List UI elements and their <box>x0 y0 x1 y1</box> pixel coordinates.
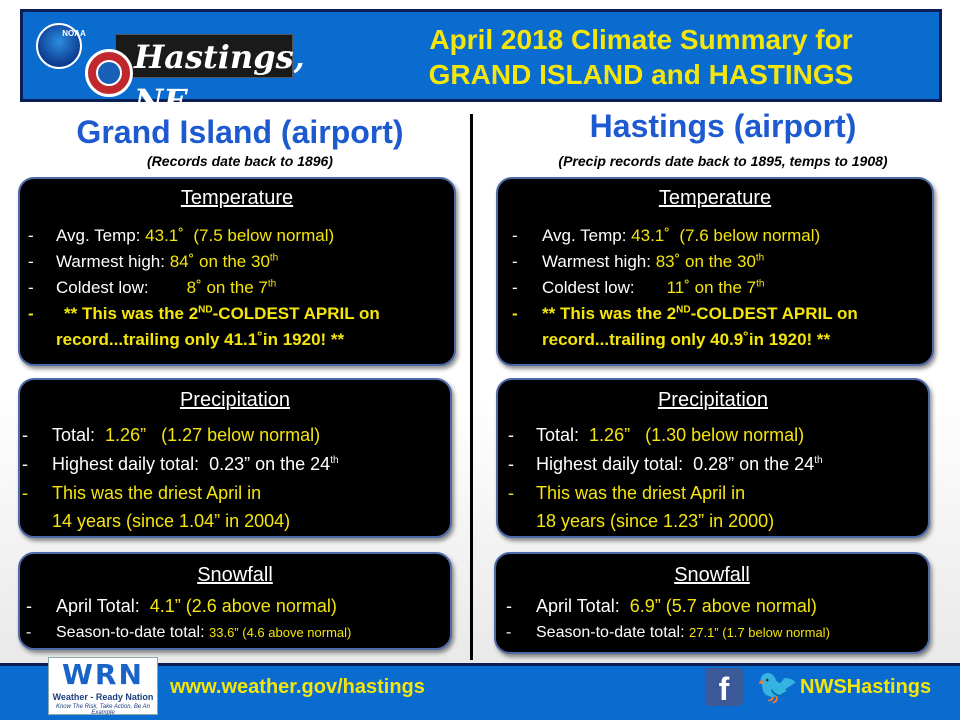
precip-note-line2: 14 years (since 1.04” in 2004) <box>52 511 291 531</box>
avg-temp-line: - Avg. Temp: 43.1˚ (7.6 below normal) <box>512 226 821 245</box>
hastings-temperature-box <box>496 177 934 366</box>
precip-note-line2: 18 years (since 1.23” in 2000) <box>536 511 775 531</box>
record-note-line2: record...trailing only 41.1˚in 1920! ** <box>56 330 345 349</box>
wrn-logo-tagline: Know The Risk, Take Action, Be An Example <box>55 704 151 716</box>
precip-note-line1: - This was the driest April in <box>508 483 746 503</box>
warmest-high-line: - Warmest high: 84˚ on the 30th <box>28 252 279 271</box>
noaa-logo-label: NOAA <box>62 29 86 38</box>
snow-season-line: - Season-to-date total: 33.6” (4.6 above normal) <box>26 624 352 641</box>
grand-island-title: Grand Island (airport) <box>76 114 404 150</box>
noaa-logo-icon <box>36 23 86 69</box>
precip-total-line: - Total: 1.26” (1.27 below normal) <box>22 425 321 445</box>
grand-island-precipitation-box <box>18 378 452 538</box>
grand-island-subtitle: (Records date back to 1896) <box>147 153 333 169</box>
page-title-line1: April 2018 Climate Summary for <box>429 24 853 55</box>
header-banner <box>20 9 942 120</box>
page-title-line2: GRAND ISLAND and HASTINGS <box>428 59 854 90</box>
precipitation-heading: Precipitation <box>179 389 291 411</box>
hastings-title: Hastings (airport) <box>589 108 857 144</box>
wrn-logo-text: WRN <box>62 658 144 691</box>
record-note-line2: record...trailing only 40.9˚in 1920! ** <box>542 330 831 349</box>
snow-april-line: - April Total: 6.9” (5.7 above normal) <box>506 596 817 616</box>
website-link[interactable]: www.weather.gov/hastings <box>170 676 425 698</box>
hastings-snowfall-box <box>494 552 930 654</box>
grand-island-snowfall-box <box>18 552 452 650</box>
precip-total-line: - Total: 1.26” (1.30 below normal) <box>508 425 805 445</box>
coldest-low-line: - Coldest low: 11˚ on the 7th <box>512 278 765 297</box>
hastings-subtitle: (Precip records date back to 1895, temps to 1908) <box>558 153 888 169</box>
precip-daily-line: - Highest daily total: 0.23” on the 24th <box>22 454 339 474</box>
hastings-precipitation-box <box>496 378 930 538</box>
coldest-low-line: - Coldest low: 8˚ on the 7th <box>28 278 277 297</box>
social-handle[interactable]: NWSHastings <box>800 676 932 698</box>
warmest-high-line: - Warmest high: 83˚ on the 30th <box>512 252 765 271</box>
twitter-icon[interactable]: 🐦 <box>756 668 799 706</box>
weather-ready-nation-logo <box>48 657 158 715</box>
temperature-heading: Temperature <box>658 187 772 209</box>
precipitation-heading: Precipitation <box>657 389 769 411</box>
snowfall-heading: Snowfall <box>674 564 750 586</box>
nws-logo-icon <box>85 49 133 97</box>
snow-season-line: - Season-to-date total: 27.1” (1.7 below normal) <box>506 624 830 641</box>
avg-temp-line: - Avg. Temp: 43.1˚ (7.5 below normal) <box>28 226 335 245</box>
facebook-icon[interactable]: f <box>705 668 743 706</box>
record-note-line1: - ** This was the 2ND-COLDEST APRIL on <box>28 304 380 323</box>
grand-island-temperature-box <box>18 177 456 366</box>
wrn-logo-subtitle: Weather - Ready Nation <box>52 692 154 702</box>
snow-april-line: - April Total: 4.1” (2.6 above normal) <box>26 596 337 616</box>
nws-logo-inner <box>96 60 122 86</box>
temperature-heading: Temperature <box>180 187 294 209</box>
record-note-line1: - ** This was the 2ND-COLDEST APRIL on <box>512 304 858 323</box>
column-divider <box>470 114 473 660</box>
snowfall-heading: Snowfall <box>197 564 273 586</box>
precip-daily-line: - Highest daily total: 0.28” on the 24th <box>508 454 823 474</box>
page-title <box>361 22 921 92</box>
precip-note-line1: - This was the driest April in <box>22 483 262 503</box>
office-name: Hastings, NE <box>115 34 293 78</box>
